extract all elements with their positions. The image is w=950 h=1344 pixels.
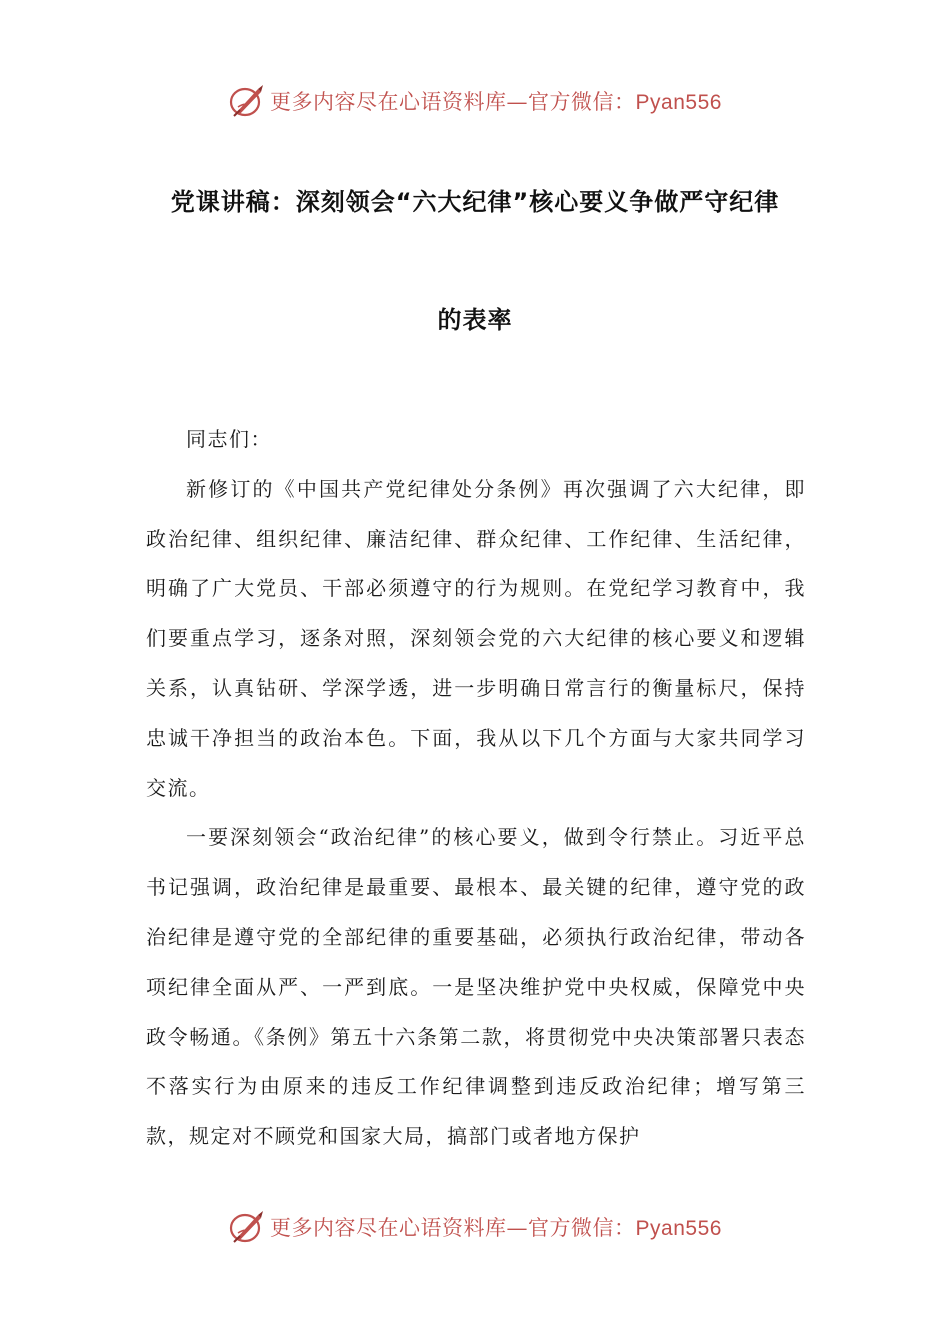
document-title-line-1: 党课讲稿：深刻领会“六大纪律”核心要义争做严守纪律 — [170, 188, 780, 216]
quill-pen-logo-icon — [228, 1209, 264, 1245]
salutation: 同志们： — [186, 427, 272, 451]
watermark-wechat-id: Pyan556 — [635, 91, 722, 114]
watermark-wechat-id: Pyan556 — [635, 1217, 722, 1240]
paragraph: 一要深刻领会“政治纪律”的核心要义，做到令行禁止。习近平总书记强调，政治纪律是最重要、最根本、最关键的纪律，遵守党的政治纪律是遵守党的全部纪律的重要基础，必须执行政治纪律，带动各项纪律全面从严、一严到底。一是坚决维护党中央权威，保障党中央政令畅通。《条例》第五十六条第二款，将贯彻党中央决策部署只表态不落实行为由原来的违反工作纪律调整到违反政治纪律；增写第三款，规定对不顾党和国家大局，搞部门或者地方保护 — [146, 825, 806, 1149]
watermark-footer — [0, 1209, 950, 1245]
quill-pen-logo-icon — [228, 83, 264, 119]
watermark-text: 更多内容尽在心语资料库—官方微信：Pyan556 — [270, 1216, 722, 1240]
document-body — [146, 415, 806, 1162]
watermark-header — [0, 83, 950, 119]
watermark-text: 更多内容尽在心语资料库—官方微信：Pyan556 — [270, 90, 722, 114]
document-title-line-2: 的表率 — [437, 306, 513, 334]
paragraph: 新修订的《中国共产党纪律处分条例》再次强调了六大纪律，即政治纪律、组织纪律、廉洁纪律、群众纪律、工作纪律、生活纪律，明确了广大党员、干部必须遵守的行为规则。在党纪学习教育中，我们要重点学习，逐条对照，深刻领会党的六大纪律的核心要义和逻辑关系，认真钻研、学深学透，进一步明确日常言行的衡量标尺，保持忠诚干净担当的政治本色。下面，我从以下几个方面与大家共同学习交流。 — [146, 476, 806, 800]
